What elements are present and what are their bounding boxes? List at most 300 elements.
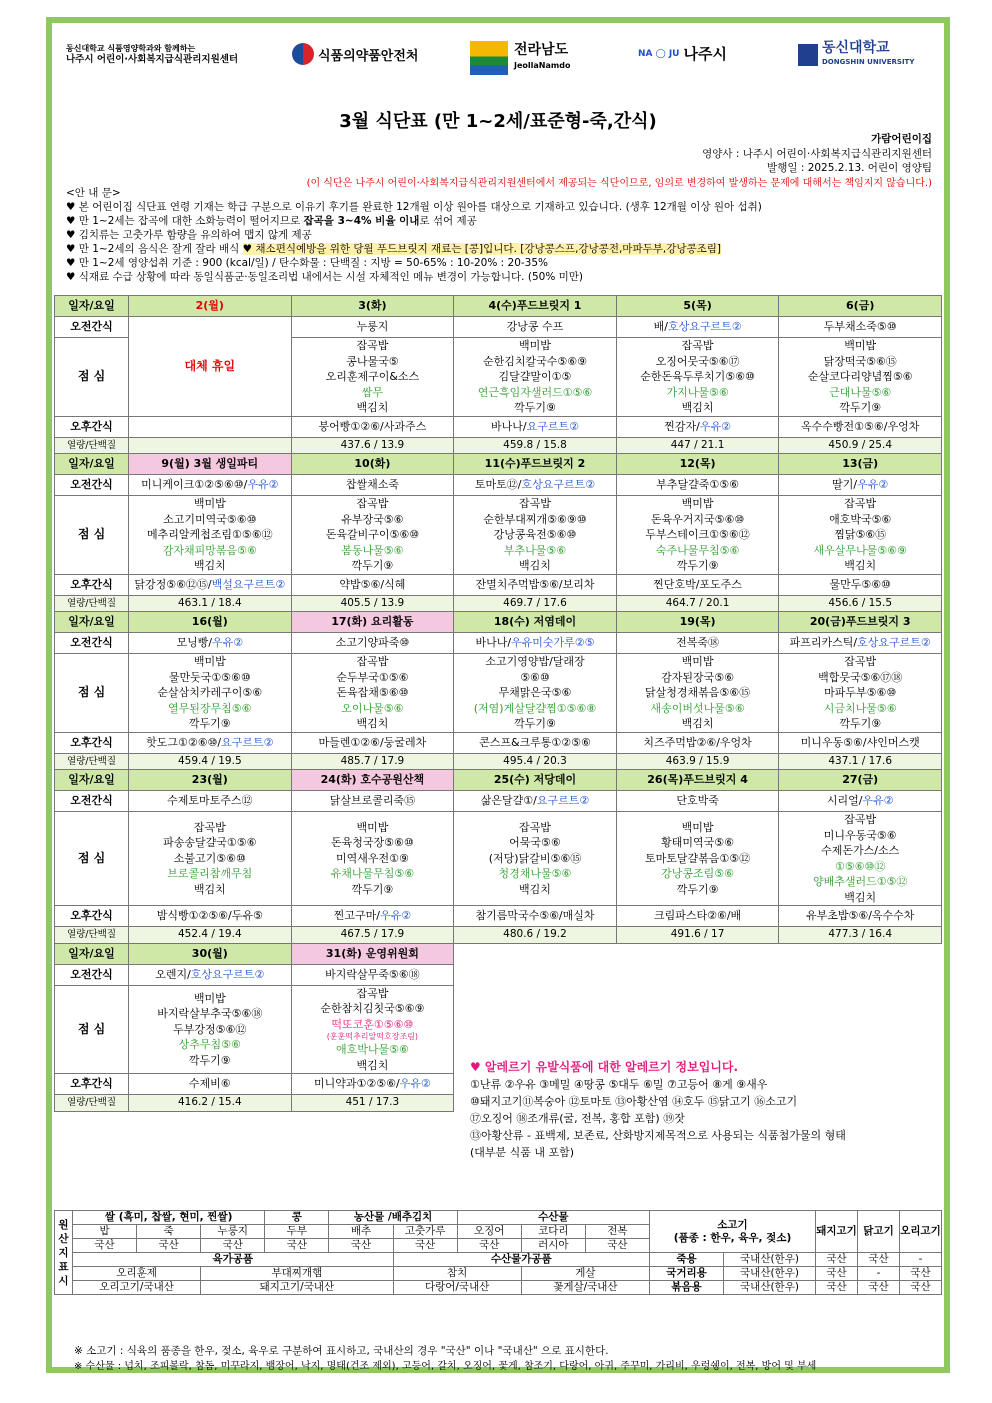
- day-header: 2(월): [129, 296, 292, 317]
- lunch-item: 애호박나물⑤⑥: [335, 1043, 409, 1056]
- lunch-item: 백김치: [519, 559, 551, 572]
- lunch-item: 순두부국①⑤⑥: [336, 670, 409, 684]
- lunch-item: 시금치나물⑤⑥: [823, 701, 897, 715]
- am-snack: 부추달걀죽①⑤⑥: [616, 475, 779, 496]
- week-header-row: [55, 770, 942, 791]
- lunch-item: 감자채피망볶음⑤⑥: [162, 543, 257, 557]
- am-snack: 모닝빵/우유②: [129, 633, 292, 654]
- origin-value: 국산: [265, 1239, 329, 1253]
- lunch-item: 잡곡밥: [356, 986, 389, 1000]
- day-header: 23(월): [129, 770, 292, 791]
- lunch-item: 돈육청국장⑤⑥⑩: [331, 836, 414, 850]
- lunch-item: 쌈무: [361, 385, 384, 399]
- lunch-menu: [129, 985, 292, 1074]
- nutrition-value: 451 / 17.3: [291, 1095, 454, 1112]
- lunch-item: 깍두기⑨: [351, 559, 394, 572]
- day-header: 16(월): [129, 612, 292, 633]
- lunch-item: 돈육우거지국⑤⑥⑩: [650, 512, 745, 526]
- holiday-cell: 대체 휴일: [129, 317, 292, 417]
- lunch-item: 백미밥: [193, 497, 226, 510]
- lunch-item: 깍두기⑨: [514, 717, 556, 730]
- school-name: 가람어린이집: [871, 133, 932, 145]
- lunch-menu: [291, 338, 454, 417]
- row-label-nut: 열량/단백질: [55, 1095, 129, 1112]
- lunch-item: (저당)닭갈비⑤⑥⑮: [488, 851, 582, 865]
- pm-snack: 미니약과①②⑤⑥/우유②: [291, 1074, 454, 1095]
- lunch-item: 순살코다리양념찜⑤⑥: [807, 370, 913, 383]
- am-snack-row: [55, 317, 942, 338]
- lunch-row: [55, 654, 942, 733]
- nutrition-value: 477.3 / 16.4: [779, 927, 942, 944]
- lunch-item: 메추리알케첩조림①⑤⑥⑫: [147, 528, 273, 541]
- row-label-lunch: 점 심: [55, 812, 129, 906]
- lunch-item: 백김치: [356, 401, 389, 414]
- lunch-item: 오리훈제구이&소스: [325, 370, 420, 383]
- lunch-item: 소고기미역국⑤⑥⑩: [163, 512, 257, 526]
- day-header: 11(수)푸드브릿지 2: [454, 454, 617, 475]
- origin-value: 국산: [329, 1239, 393, 1253]
- origin-category: 두부: [265, 1225, 329, 1239]
- row-label-pm: 오후간식: [55, 732, 129, 753]
- lunch-item: 오징어뭇국⑤⑥⑰: [655, 354, 740, 368]
- nutrition-row: [55, 927, 942, 944]
- issue-date: 발행일 : 2025.2.13. 어린이 영양팀: [767, 162, 932, 174]
- row-label-pm: 오후간식: [55, 906, 129, 927]
- lunch-item: 백김치: [193, 882, 226, 896]
- lunch-item: 숙주나물무침⑤⑥: [655, 543, 740, 557]
- nutrition-row: [55, 437, 942, 454]
- lunch-item: 오이나물⑤⑥: [341, 701, 404, 715]
- row-label-nut: 열량/단백질: [55, 753, 129, 770]
- nutrition-value: 459.8 / 15.8: [454, 437, 617, 454]
- pm-snack: 참기름막국수⑤⑥/매실차: [454, 906, 617, 927]
- lunch-menu: [291, 496, 454, 575]
- am-snack: 딸기/우유②: [779, 475, 942, 496]
- pm-snack: 닭강정⑤⑥⑫⑮/백설요구르트②: [129, 574, 292, 595]
- pm-snack: 수제비⑥: [129, 1074, 292, 1095]
- nutrition-value: 491.6 / 17: [616, 927, 779, 944]
- lunch-item: 백김치: [844, 559, 877, 572]
- row-label-am: 오전간식: [55, 791, 129, 812]
- pm-snack: 콘스프&크루통①②⑤⑥: [454, 732, 617, 753]
- row-label-am: 오전간식: [55, 964, 129, 985]
- nutrition-value: 437.6 / 13.9: [291, 437, 454, 454]
- pm-snack: 찐단호박/포도주스: [616, 574, 779, 595]
- row-label-nut: 열량/단백질: [55, 437, 129, 454]
- am-snack-row: [55, 475, 942, 496]
- am-snack: 오렌지/호상요구르트②: [129, 964, 292, 985]
- disclaimer: (이 식단은 나주시 어린이·사회복지급식관리지원센터에서 제공되는 식단이므로, 임의로 변경하여 발생하는 문제에 대해서는 책임지지 않습니다.): [306, 178, 932, 189]
- nutrition-value: 405.5 / 13.9: [291, 595, 454, 612]
- origin-value: 국산: [201, 1239, 265, 1253]
- pm-snack: 마들렌①②⑥/둥굴레차: [291, 732, 454, 753]
- nutrition-value: 467.5 / 17.9: [291, 927, 454, 944]
- lunch-menu: [291, 654, 454, 733]
- lunch-item: 백합뭇국⑤⑥⑰⑱: [818, 670, 903, 684]
- lunch-item: 근대나물⑤⑥: [829, 385, 892, 399]
- origin-category: 고춧가루: [393, 1225, 457, 1239]
- lunch-item: 백김치: [681, 717, 714, 730]
- am-snack: 강낭콩 수프: [454, 317, 617, 338]
- lunch-item: 두부강정⑤⑥⑫: [173, 1022, 247, 1036]
- am-snack: 배/호상요구르트②: [616, 317, 779, 338]
- logo-bar: [52, 23, 944, 89]
- am-snack-row: [55, 633, 942, 654]
- lunch-item: 깍두기⑨: [839, 401, 882, 414]
- row-label-nut: 열량/단백질: [55, 595, 129, 612]
- lunch-item: 강낭콩육전⑤⑥⑩: [493, 528, 577, 541]
- lunch-item: 무채맑은국⑤⑥: [498, 686, 572, 699]
- origin-value: 국산: [73, 1239, 137, 1253]
- am-snack: 바나나/우유미숫가루②⑤: [454, 633, 617, 654]
- lunch-item: 소불고기⑤⑥⑩: [173, 851, 246, 865]
- jeonnam-icon: [470, 41, 508, 75]
- lunch-item: 토마토달걀볶음①⑤⑫: [645, 851, 751, 865]
- lunch-item: 찜닭⑤⑥⑮: [834, 528, 887, 541]
- pm-snack: [129, 416, 292, 437]
- am-snack: 바지락살무죽⑤⑥⑱: [291, 964, 454, 985]
- row-label-lunch: 점 심: [55, 338, 129, 417]
- pm-snack: 잔멸치주먹밥⑤⑥/보리차: [454, 574, 617, 595]
- origin-category: 전복: [585, 1225, 649, 1239]
- origin-category: 코다리: [521, 1225, 585, 1239]
- nutrition-value: 495.4 / 20.3: [454, 753, 617, 770]
- lunch-item: 감자된장국⑤⑥: [661, 670, 734, 684]
- lunch-item: 콩나물국⑤: [346, 354, 399, 368]
- lunch-row: [55, 812, 942, 906]
- lunch-menu: [454, 496, 617, 575]
- lunch-item: 백김치: [193, 559, 226, 572]
- lunch-item: 잡곡밥: [519, 497, 551, 510]
- center-logo: 동신대학교 식품영양학과와 함께하는 나주시 어린이·사회복지급식관리지원센터: [66, 44, 239, 65]
- week-header-row: [55, 454, 942, 475]
- day-header: 31(화) 운영위원회: [291, 943, 454, 964]
- lunch-item: 순한김치칼국수⑤⑥⑨: [483, 354, 587, 368]
- pm-snack-row: [55, 906, 942, 927]
- lunch-item: 미역새우전①⑨: [335, 851, 409, 865]
- pm-snack: 미니우동⑤⑥/샤인머스캣: [779, 732, 942, 753]
- lunch-item: 연근흑임자샐러드①⑤⑥: [477, 385, 593, 399]
- lunch-item: 백미밥: [193, 655, 226, 668]
- am-snack: 소고기양파죽⑩: [291, 633, 454, 654]
- lunch-item: 백김치: [844, 890, 877, 904]
- lunch-item: 강낭콩조림⑤⑥: [661, 867, 734, 881]
- mfds-logo: 식품의약품안전처: [292, 43, 418, 65]
- lunch-item: 잡곡밥: [356, 655, 389, 668]
- lunch-item: 잡곡밥: [844, 655, 877, 668]
- day-header: 4(수)푸드브릿지 1: [454, 296, 617, 317]
- nutrition-value: 416.2 / 15.4: [129, 1095, 292, 1112]
- am-snack: 시리얼/우유②: [779, 791, 942, 812]
- lunch-item: 순한부대찌개⑤⑥⑨⑩: [483, 512, 587, 526]
- origin-notes: ※ 소고기 : 식육의 품종을 한우, 젖소, 육우로 구분하여 표시하고, 국내산의 경우 "국산" 이나 "국내산" 으로 표시한다. ※ 수산물 : 넙치, 조피볼락, 참돔, 미꾸라지, 뱀장어, 낙지, 명태(건조 제외), 고등어, 갈치, 오징어, 꽃게, 참조기, 다랑어, 아귀, 주꾸미, 가리비, 우렁쉥이, 전복, 방어 및 부세: [74, 1345, 817, 1372]
- day-header: 26(목)푸드브릿지 4: [616, 770, 779, 791]
- lunch-menu: [291, 812, 454, 906]
- lunch-item: 깍두기⑨: [514, 401, 556, 414]
- lunch-item: 부추나물⑤⑥: [503, 543, 567, 557]
- pm-snack: 옥수수빵전①⑤⑥/우엉차: [779, 416, 942, 437]
- am-snack: 두부채소죽⑤⑩: [779, 317, 942, 338]
- lunch-item: 바지락살부추국⑤⑥⑱: [157, 1007, 263, 1020]
- row-label-am: 오전간식: [55, 633, 129, 654]
- nutrition-value: [129, 437, 292, 454]
- lunch-item: 잡곡밥: [193, 820, 226, 834]
- pm-snack: 물만두⑤⑥⑩: [779, 574, 942, 595]
- day-header: 20(금)푸드브릿지 3: [779, 612, 942, 633]
- nutrition-value: 450.9 / 25.4: [779, 437, 942, 454]
- origin-category: 오징어: [457, 1225, 521, 1239]
- lunch-menu: [779, 654, 942, 733]
- pm-snack: 치즈주먹밥②⑥/우엉차: [616, 732, 779, 753]
- am-snack: 미니케이크①②⑤⑥⑩/우유②: [129, 475, 292, 496]
- lunch-item: 백미밥: [844, 339, 877, 352]
- origin-category: 배추: [329, 1225, 393, 1239]
- day-header: 17(화) 요리활동: [291, 612, 454, 633]
- taegeuk-icon: [292, 43, 314, 65]
- row-label-lunch: 점 심: [55, 496, 129, 575]
- lunch-menu: [616, 338, 779, 417]
- lunch-menu: [129, 654, 292, 733]
- pm-snack: 크림파스타②⑥/배: [616, 906, 779, 927]
- lunch-item: 수제돈가스/소스: [821, 844, 900, 857]
- lunch-item: 백김치: [356, 1058, 389, 1072]
- lunch-item: 유채나물무침⑤⑥: [330, 867, 415, 881]
- am-snack: 누룽지: [291, 317, 454, 338]
- am-snack-row: [55, 791, 942, 812]
- lunch-menu: [454, 338, 617, 417]
- pm-snack: 찐감자/우유②: [616, 416, 779, 437]
- lunch-item: 깍두기⑨: [839, 717, 882, 730]
- row-label-day: 일자/요일: [55, 770, 129, 791]
- week-header-row: [55, 612, 942, 633]
- nutrition-value: 469.7 / 17.6: [454, 595, 617, 612]
- lunch-item: 닭살청경채볶음⑤⑥⑮: [645, 686, 751, 699]
- nutrition-value: 463.1 / 18.4: [129, 595, 292, 612]
- lunch-item: 순한돈육두루치기⑤⑥⑩: [640, 370, 755, 383]
- lunch-menu: [454, 812, 617, 906]
- nutrition-row: [55, 595, 942, 612]
- week-header-row: [55, 943, 942, 964]
- lunch-item: 열무된장무침⑤⑥: [168, 701, 252, 715]
- lunch-item: 잡곡밥: [681, 339, 714, 352]
- nutrition-value: 459.4 / 19.5: [129, 753, 292, 770]
- lunch-item: 백미밥: [519, 339, 551, 352]
- row-label-day: 일자/요일: [55, 943, 129, 964]
- day-header: 3(화): [291, 296, 454, 317]
- page-title: 3월 식단표 (만 1~2세/표준형-죽,간식): [339, 111, 657, 132]
- nutrition-value: 437.1 / 17.6: [779, 753, 942, 770]
- lunch-item: 순한참치김칫국⑤⑥⑨: [320, 1002, 425, 1015]
- lunch-item: 황태미역국⑤⑥: [661, 836, 734, 850]
- day-header: 10(화): [291, 454, 454, 475]
- lunch-item: ①⑤⑥⑩⑫: [834, 859, 886, 873]
- dongshin-logo: 동신대학교 DONGSHIN UNIVERSITY: [798, 41, 914, 69]
- origin-category: 죽: [137, 1225, 201, 1239]
- jeonnam-logo: 전라남도 JeollaNamdo: [470, 41, 570, 75]
- am-snack: 전복죽⑱: [616, 633, 779, 654]
- pm-snack: 약밥⑤⑥/식혜: [291, 574, 454, 595]
- lunch-item: (저염)게살달걀찜①⑤⑥⑧: [473, 701, 597, 715]
- day-header: 27(금): [779, 770, 942, 791]
- lunch-item: 새송이버섯나물⑤⑥: [650, 701, 745, 715]
- nutrition-value: 447 / 21.1: [616, 437, 779, 454]
- lunch-menu: [616, 654, 779, 733]
- day-header: 25(수) 저당데이: [454, 770, 617, 791]
- lunch-item: 마파두부⑤⑥⑩: [824, 686, 897, 699]
- origin-table: 원산지표시 쌀 (흑미, 찹쌀, 현미, 찐쌀) 콩 농산물 /배추김치 수산물 소고기 (품종 : 한우, 육우, 젖소) 돼지고기 닭고기 오리고기 밥 죽 누룽지 두부 배추 고춧가루 오징어 코다리 전복 국산 국산 국산 국산 국산 국산 국산 러시아 국산 육가공품 수산물가공품 죽용 국내산(한우) 국산 국산 - 국거리용 국내산(한우) 국산 - 국산 오리훈제 부대찌개햄 참치 게살 오리고기/국내산 돼지고기/국내산 다랑어/국내산 꽃게살/국내산 볶음용 국내산(한우) 국산 국산 국산: [54, 1210, 942, 1295]
- lunch-item: 소고기영양밥/달래장: [485, 655, 585, 668]
- nutrition-value: 485.7 / 17.9: [291, 753, 454, 770]
- pm-snack-row: [55, 732, 942, 753]
- lunch-item: 두부스테이크①⑤⑥⑫: [645, 528, 750, 541]
- lunch-menu: [779, 496, 942, 575]
- lunch-item: 깍두기⑨: [676, 559, 719, 572]
- lunch-item: 돈육갈비구이⑤⑥⑩: [325, 528, 420, 541]
- pm-snack: 유부초밥⑤⑥/옥수수차: [779, 906, 942, 927]
- am-snack: 찹쌀채소죽: [291, 475, 454, 496]
- lunch-item: 새우살무나물⑤⑥⑨: [813, 543, 907, 557]
- lunch-item: 미니우동국⑤⑥: [823, 828, 897, 842]
- lunch-item: 유부장국⑤⑥: [341, 512, 404, 526]
- pm-snack: 바나나/요구르트②: [454, 416, 617, 437]
- menu-sheet: [46, 17, 950, 1373]
- am-snack: 삶은달걀①/요구르트②: [454, 791, 617, 812]
- origin-category: 누룽지: [201, 1225, 265, 1239]
- lunch-menu: [129, 812, 292, 906]
- row-label-day: 일자/요일: [55, 454, 129, 475]
- lunch-item: 양배추샐러드①⑤⑫: [812, 875, 908, 888]
- lunch-menu: [291, 985, 454, 1074]
- am-snack: 단호박죽: [616, 791, 779, 812]
- row-label-pm: 오후간식: [55, 1074, 129, 1095]
- am-snack: 닭살브로콜리죽⑮: [291, 791, 454, 812]
- lunch-menu: [454, 654, 617, 733]
- dongshin-icon: [798, 44, 818, 66]
- day-header: 6(금): [779, 296, 942, 317]
- pm-snack: 찐고구마/우유②: [291, 906, 454, 927]
- lunch-menu: [779, 338, 942, 417]
- lunch-item: 애호박국⑤⑥: [829, 512, 892, 526]
- nutrition-value: 452.4 / 19.4: [129, 927, 292, 944]
- day-header: 12(목): [616, 454, 779, 475]
- lunch-item: 깍두기⑨: [676, 882, 719, 896]
- lunch-item: 잡곡밥: [519, 820, 551, 834]
- lunch-menu: [129, 496, 292, 575]
- origin-value: 러시아: [521, 1239, 585, 1253]
- row-label-am: 오전간식: [55, 317, 129, 338]
- lunch-item: 백김치: [681, 401, 714, 414]
- lunch-item: 백김치: [356, 717, 389, 730]
- lunch-item: 봄동나물⑤⑥: [341, 543, 404, 557]
- lunch-item: (훈훈떡추리알떡호장조림): [326, 1032, 419, 1041]
- lunch-item: 잡곡밥: [844, 813, 877, 826]
- notice-box: <안 내 문> ♥ 본 어린이집 식단표 연령 기재는 학급 구분으로 이유기 후기를 완료한 12개월 이상 원아를 대상으로 기재하고 있습니다. (생후 12개월 이상 원아 섭취) ♥ 만 1~2세는 잡곡에 대한 소화능력이 떨어지므로 잡곡을 3~4% 비율 이내로 섞어 제공 ♥ 김치류는 고춧가루 함량을 유의하여 맵지 않게 제공 ♥ 만 1~2세의 음식은 잘게 잘라 배식 ♥ 채소편식예방을 위한 당월 푸드브릿지 재료는 [콩]입니다. [강낭콩스프,강낭콩전,마파두부,강낭콩조림] ♥ 만 1~2세 영양섭취 기준 : 900 (kcal/일) / 탄수화물 : 단백질 : 지방 = 50-65% : 10-20% : 20-35% ♥ 식재료 수급 상황에 따라 동일식품군·동일조리법 내에서는 시설 자체적인 메뉴 변경이 가능합니다. (50% 미만): [66, 187, 762, 283]
- am-snack: 토마토⑫/호상요구르트②: [454, 475, 617, 496]
- origin-value: 국산: [457, 1239, 521, 1253]
- naju-logo: NA ◯ JU 나주시: [638, 45, 727, 63]
- row-label-am: 오전간식: [55, 475, 129, 496]
- lunch-item: ⑤⑥⑩: [520, 670, 550, 684]
- lunch-item: 물만둣국①⑤⑥⑩: [168, 670, 251, 684]
- lunch-item: 깍두기⑨: [188, 1053, 231, 1067]
- lunch-item: 김달걀말이①⑤: [498, 370, 572, 383]
- nutrition-value: 464.7 / 20.1: [616, 595, 779, 612]
- am-snack: 수제토마토주스⑫: [129, 791, 292, 812]
- lunch-item: 가지나물⑤⑥: [666, 385, 729, 399]
- day-header: 13(금): [779, 454, 942, 475]
- day-header: 18(수) 저염데이: [454, 612, 617, 633]
- row-label-pm: 오후간식: [55, 574, 129, 595]
- day-header: 5(목): [616, 296, 779, 317]
- lunch-menu: [779, 812, 942, 906]
- pm-snack-row: [55, 574, 942, 595]
- nutrition-value: 456.6 / 15.5: [779, 595, 942, 612]
- allergy-info: ♥ 알레르기 유발식품에 대한 알레르기 정보입니다. ①난류 ②우유 ③메밀 ④땅콩 ⑤대두 ⑥밀 ⑦고등어 ⑧게 ⑨새우 ⑩돼지고기⑪복숭아 ⑫토마토 ⑬아황산염 ⑭호두 ⑮닭고기 ⑯소고기 ⑰오징어 ⑱조개류(굴, 전복, 홍합 포함) ⑲잣 ⑬아황산류 - 표백제, 보존료, 산화방지제목적으로 사용되는 식품첨가물의 형태 (대부분 식품 내 포함): [470, 1060, 846, 1159]
- day-header: 30(월): [129, 943, 292, 964]
- row-label-day: 일자/요일: [55, 612, 129, 633]
- lunch-item: 잡곡밥: [356, 339, 389, 352]
- pm-snack-row: [55, 416, 942, 437]
- lunch-menu: [616, 812, 779, 906]
- day-header: 9(월) 3월 생일파티: [129, 454, 292, 475]
- row-label-lunch: 점 심: [55, 654, 129, 733]
- nutrition-value: 463.9 / 15.9: [616, 753, 779, 770]
- lunch-item: 잡곡밥: [844, 497, 877, 510]
- row-label-day: 일자/요일: [55, 296, 129, 317]
- week-header-row: [55, 296, 942, 317]
- pm-snack: 붕어빵①②⑥/사과주스: [291, 416, 454, 437]
- origin-value: 국산: [585, 1239, 649, 1253]
- lunch-item: 백미밥: [193, 991, 226, 1005]
- row-label-lunch: 점 심: [55, 985, 129, 1074]
- origin-category: 밥: [73, 1225, 137, 1239]
- lunch-item: 어묵국⑤⑥: [509, 836, 561, 850]
- row-label-nut: 열량/단백질: [55, 927, 129, 944]
- lunch-item: 순살삼치카레구이⑤⑥: [157, 686, 263, 699]
- origin-value: 국산: [137, 1239, 201, 1253]
- lunch-item: 돈육잡채⑤⑥⑩: [336, 686, 409, 699]
- day-header: 24(화) 호수공원산책: [291, 770, 454, 791]
- origin-value: 국산: [393, 1239, 457, 1253]
- day-header: 19(목): [616, 612, 779, 633]
- lunch-item: 상추무침⑤⑥: [178, 1038, 241, 1051]
- lunch-item: 깍두기⑨: [188, 717, 231, 730]
- lunch-item: 브로콜리참깨무침: [167, 867, 253, 881]
- lunch-row: [55, 496, 942, 575]
- lunch-item: 백미밥: [356, 820, 389, 834]
- nutrition-row: [55, 753, 942, 770]
- nutrition-value: 480.6 / 19.2: [454, 927, 617, 944]
- lunch-menu: [616, 496, 779, 575]
- lunch-item: 파송송달걀국①⑤⑥: [163, 836, 257, 850]
- row-label-pm: 오후간식: [55, 416, 129, 437]
- lunch-item: 백미밥: [681, 655, 714, 668]
- menu-table: [54, 295, 942, 1112]
- lunch-item: 깍두기⑨: [351, 882, 394, 896]
- lunch-item: 닭장떡국⑤⑥⑮: [823, 354, 897, 368]
- am-snack: 파프리카스틱/호상요구르트②: [779, 633, 942, 654]
- lunch-item: 백김치: [519, 882, 551, 896]
- pm-snack: 핫도그①②⑥⑩/요구르트②: [129, 732, 292, 753]
- lunch-item: 잡곡밥: [356, 497, 389, 510]
- lunch-item: 청경채나물⑤⑥: [498, 867, 572, 881]
- lunch-item: 백미밥: [681, 820, 714, 834]
- nutritionist: 영양사 : 나주시 어린이·사회복지급식관리지원센터: [702, 148, 932, 160]
- origin-side-label: 원산지표시: [55, 1211, 73, 1295]
- pm-snack: 밤식빵①②⑤⑥/두유⑤: [129, 906, 292, 927]
- lunch-item: 떡또코훈①⑤⑥⑩: [331, 1017, 414, 1031]
- lunch-item: 백미밥: [681, 497, 714, 510]
